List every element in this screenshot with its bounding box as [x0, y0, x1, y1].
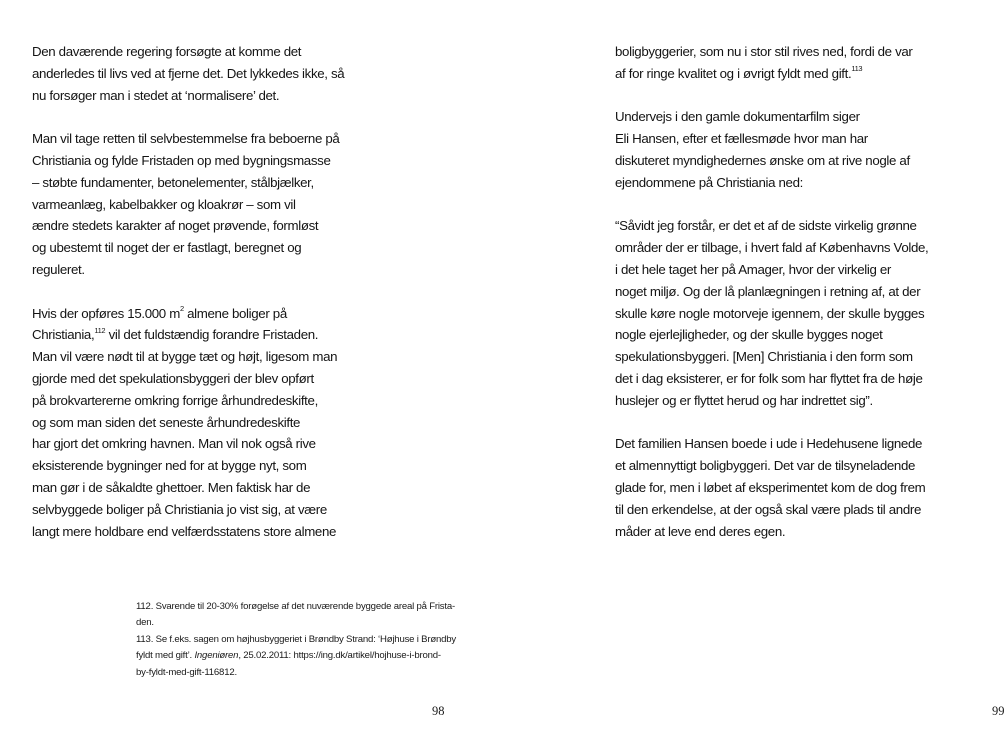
text-line: selvbyggede boliger på Christiania jo vist sig, at være	[32, 501, 327, 517]
text-line: varmeanlæg, kabelbakker og kloakrør – som vil	[32, 196, 296, 212]
text-line: Undervejs i den gamle dokumentarfilm siger	[615, 109, 860, 125]
text-line: – støbte fundamenter, betonelementer, stålbjælker,	[32, 174, 314, 190]
text-segment: af for ringe kvalitet og i øvrigt fyldt med gift.	[615, 65, 852, 81]
footnotes	[136, 599, 456, 681]
footnote-113-line: 113. Se f.eks. sagen om højhusbyggeriet i Brøndby Strand: ‘Højhuse i Brøndby	[136, 633, 457, 645]
page-number-right: 99	[992, 704, 1005, 718]
text-line: anderledes til livs ved at fjerne det. Det lykkedes ikke, så	[32, 65, 345, 81]
paragraph	[615, 106, 945, 193]
text-line: eksisterende bygninger ned for at bygge nyt, som	[32, 458, 307, 474]
text-line	[615, 63, 945, 85]
paragraph	[32, 128, 362, 281]
text-line: diskuteret myndighedernes ønske om at rive nogle af	[615, 152, 910, 168]
text-line: har gjort det omkring havnen. Man vil nok også rive	[32, 436, 316, 452]
text-segment: almene boliger på	[183, 305, 287, 321]
text-line: i det hele taget her på Amager, hvor der virkelig er	[615, 261, 891, 277]
text-line: noget miljø. Og der lå planlægningen i retning af, at der	[615, 283, 921, 299]
text-line: Det familien Hansen boede i ude i Hedehusene lignede	[615, 436, 923, 452]
footnote-112-line: 112. Svarende til 20-30% forøgelse af det nuværende byggede areal på Frista-	[136, 601, 456, 612]
text-line: boligbyggerier, som nu i stor stil rives ned, fordi de var	[615, 44, 913, 59]
text-line: Christiania og fylde Fristaden op med bygningsmasse	[32, 152, 331, 168]
text-line: spekulationsbyggeri. [Men] Christiania i den form som	[615, 349, 913, 365]
text-line: måder at leve end deres egen.	[615, 523, 786, 539]
text-line: reguleret.	[32, 261, 85, 277]
text-segment: Hvis der opføres 15.000 m	[32, 305, 180, 321]
text-line: Den daværende regering forsøgte at komme det	[32, 44, 302, 59]
text-line	[32, 303, 362, 325]
text-line: nu forsøger man i stedet at ‘normalisere’ det.	[32, 87, 280, 103]
left-page	[0, 0, 480, 754]
text-line: Eli Hansen, efter et fællesmøde hvor man har	[615, 131, 868, 147]
text-line: til den erkendelse, at der også skal være plads til andre	[615, 501, 922, 517]
footnote-113-line	[136, 648, 456, 664]
text-line: huslejer og er flyttet herud og har indrettet sig”.	[615, 392, 873, 408]
text-segment: Christiania,	[32, 327, 95, 343]
text-line: ændre stedets karakter af noget prøvende, formløst	[32, 218, 319, 234]
text-line	[32, 324, 362, 346]
paragraph	[615, 433, 945, 542]
text-line: glade for, men i løbet af eksperimentet kom de dog frem	[615, 479, 926, 495]
paragraph	[615, 41, 945, 85]
footnote-ref-112[interactable]: 112	[94, 325, 106, 335]
footnote-113-line[interactable]: by-fyldt-med-gift-116812.	[136, 666, 237, 678]
superscript: 2	[179, 304, 184, 314]
footnote-ref-113[interactable]: 113	[851, 64, 863, 74]
text-line: man gør i de såkaldte ghettoer. Men faktisk har de	[32, 479, 311, 495]
text-segment: fyldt med gift’.	[136, 650, 195, 662]
footnote-112-line: den.	[136, 617, 154, 629]
text-line: nogle ejerlejligheder, og der skulle bygges noget	[615, 327, 883, 343]
text-line: langt mere holdbare end velfærdsstatens store almene	[32, 523, 337, 539]
paragraph	[32, 303, 362, 543]
text-line: et almennyttigt boligbyggeri. Det var de tilsyneladende	[615, 458, 916, 474]
text-line: områder der er tilbage, i hvert fald af Københavns Volde,	[615, 240, 929, 256]
page-number-left: 98	[432, 704, 445, 718]
publication-title: Ingeniøren	[194, 650, 239, 662]
text-line: skulle køre nogle motorveje igennem, der skulle bygges	[615, 305, 925, 321]
quote-paragraph	[615, 215, 945, 411]
text-line: “Såvidt jeg forstår, er det et af de sidste virkelig grønne	[615, 218, 917, 234]
text-line: Man vil være nødt til at bygge tæt og højt, ligesom man	[32, 349, 338, 365]
text-line: gjorde med det spekulationsbyggeri der blev opført	[32, 370, 314, 386]
text-line: på brokvartererne omkring forrige århundredeskifte,	[32, 392, 318, 408]
text-line: og som man siden det seneste århundredeskifte	[32, 414, 301, 430]
right-page-body	[615, 41, 945, 564]
text-segment: vil det fuldstændig forandre Fristaden.	[105, 327, 319, 343]
right-page	[480, 0, 1005, 754]
text-line: ejendommene på Christiania ned:	[615, 174, 803, 190]
left-page-body	[32, 41, 362, 564]
text-line: Man vil tage retten til selvbestemmelse fra beboerne på	[32, 131, 340, 147]
text-line: det i dag eksisterer, er for folk som har flyttet fra de høje	[615, 370, 923, 386]
text-line: og ubestemt til noget der er fastlagt, beregnet og	[32, 240, 302, 256]
footnote-url[interactable]: , 25.02.2011: https://ing.dk/artikel/hojhuse-i-brond-	[238, 650, 441, 662]
paragraph	[32, 41, 362, 106]
